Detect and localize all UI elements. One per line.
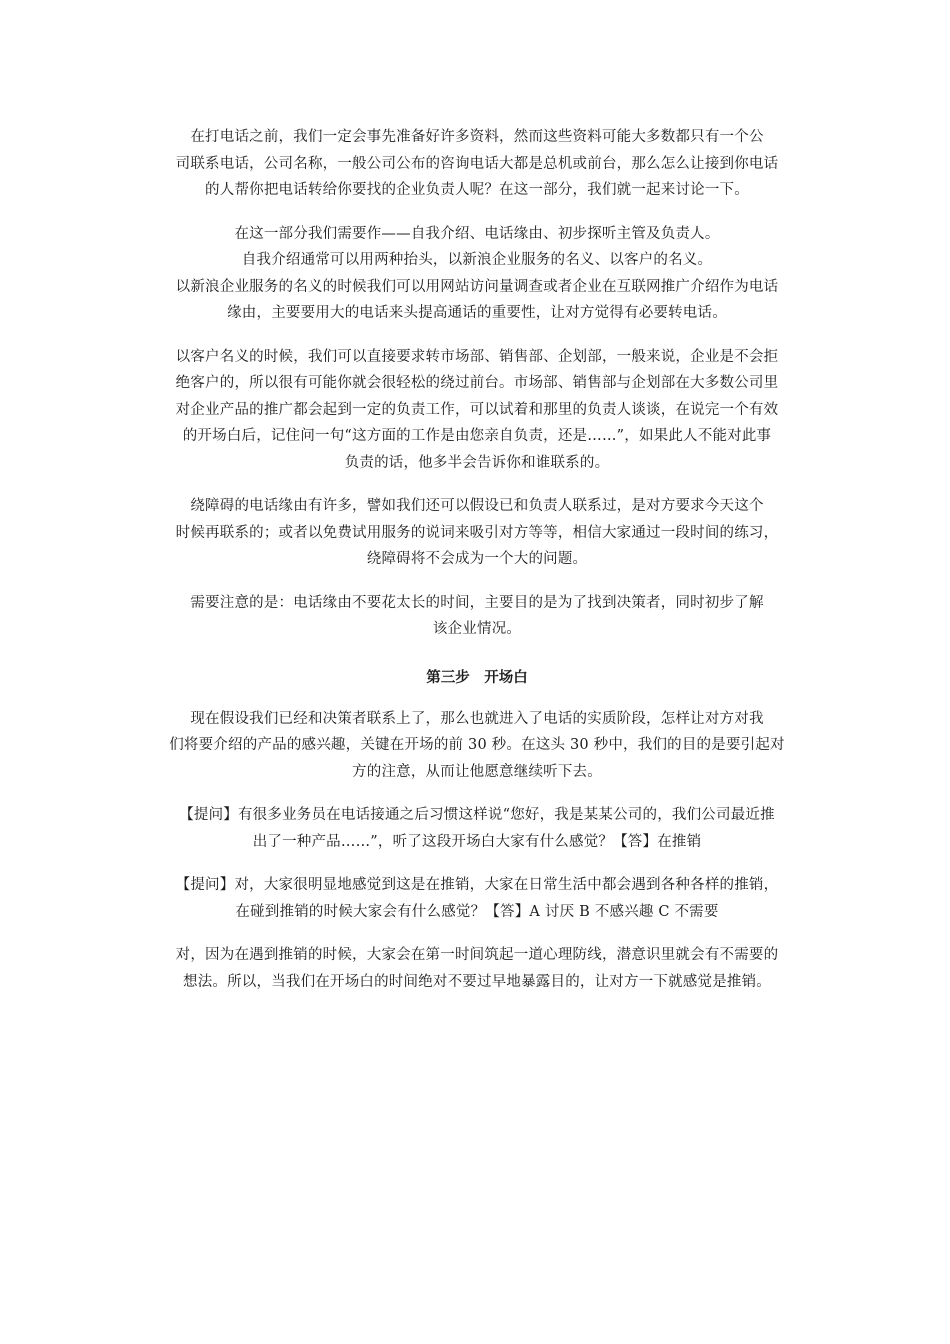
text-line: 【提问】有很多业务员在电话接通之后习惯这样说“您好，我是某某公司的，我们公司最近推: [179, 807, 775, 823]
text-line: 该企业情况。: [432, 621, 522, 637]
paragraph-bypass: [147, 493, 807, 573]
section-heading: 第三步 开场白: [426, 669, 528, 686]
text-line: 在碰到推销的时候大家会有什么感觉？【答】A 讨厌 B 不感兴趣 C 不需要: [235, 903, 719, 920]
text-line: 现在假设我们已经和决策者联系上了，那么也就进入了电话的实质阶段，怎样让对方对我: [190, 710, 764, 727]
text-line: 负责的话，他多半会告诉你和谁联系的。: [344, 454, 610, 471]
text-line: 的开场白后，记住问一句“这方面的工作是由您亲自负责，还是……”，如果此人不能对此事: [182, 428, 772, 444]
paragraph-conclusion: [147, 942, 807, 995]
text-line: 对企业产品的推广都会起到一定的负责工作，可以试着和那里的负责人谈谈，在说完一个有效: [175, 401, 779, 418]
text-line: 在这一部分我们需要作——自我介绍、电话缘由、初步探听主管及负责人。: [234, 225, 720, 242]
text-line: 司联系电话，公司名称，一般公司公布的咨询电话大都是总机或前台，那么怎么让接到你电话: [175, 155, 779, 172]
text-line: 出了一种产品……”，听了这段开场白大家有什么感觉？【答】在推销: [252, 833, 702, 850]
paragraph-tasks: [147, 221, 807, 248]
text-line: 方的注意，从而让他愿意继续听下去。: [352, 763, 602, 780]
paragraph-question-2: [147, 872, 807, 925]
text-line: 的人帮你把电话转给你要找的企业负责人呢？在这一部分，我们就一起来讨论一下。: [205, 182, 749, 198]
text-line: 绝客户的，所以很有可能你就会很轻松的绕过前台。市场部、销售部与企划部在大多数公司里: [175, 375, 779, 391]
text-line: 自我介绍通常可以用两种抬头，以新浪企业服务的名义、以客户的名义。: [241, 252, 713, 268]
paragraph-sina-service: [147, 274, 807, 327]
text-line: 时候再联系的；或者以免费试用服务的说词来吸引对方等等，相信大家通过一段时间的练习，: [175, 524, 779, 541]
paragraph-customer-name: [147, 344, 807, 477]
text-line: 对，因为在遇到推销的时候，大家会在第一时间筑起一道心理防线，潜意识里就会有不需要的: [175, 947, 779, 963]
text-line: 想法。所以，当我们在开场白的时间绝对不要过早地暴露目的，让对方一下就感觉是推销。: [183, 973, 771, 990]
paragraph-opening: [147, 706, 807, 786]
text-line: 在打电话之前，我们一定会事先准备好许多资料，然而这些资料可能大多数都只有一个公: [190, 129, 764, 145]
text-line: 以客户名义的时候，我们可以直接要求转市场部、销售部、企划部，一般来说，企业是不会拒: [175, 348, 779, 365]
text-line: 绕障碍的电话缘由有许多，譬如我们还可以假设已和负责人联系过，是对方要求今天这个: [190, 498, 764, 514]
paragraph-question-1: [147, 802, 807, 855]
text-line: 们将要介绍的产品的感兴趣，关键在开场的前 30 秒。在这头 30 秒中，我们的目的是要引起对: [169, 737, 785, 753]
text-line: 以新浪企业服务的名义的时候我们可以用网站访问量调查或者企业在互联网推广介绍作为电话: [175, 278, 779, 295]
paragraph-intro: [147, 124, 807, 204]
document-body: [147, 124, 807, 1012]
text-line: 【提问】对，大家很明显地感觉到这是在推销，大家在日常生活中都会遇到各种各样的推销，: [175, 877, 779, 893]
paragraph-note: [147, 590, 807, 643]
paragraph-self-intro: [147, 247, 807, 274]
text-line: 需要注意的是：电话缘由不要花太长的时间，主要目的是为了找到决策者，同时初步了解: [190, 594, 764, 611]
text-line: 缘由，主要要用大的电话来头提高通话的重要性，让对方觉得有必要转电话。: [227, 305, 727, 321]
text-line: 绕障碍将不会成为一个大的问题。: [366, 551, 588, 567]
